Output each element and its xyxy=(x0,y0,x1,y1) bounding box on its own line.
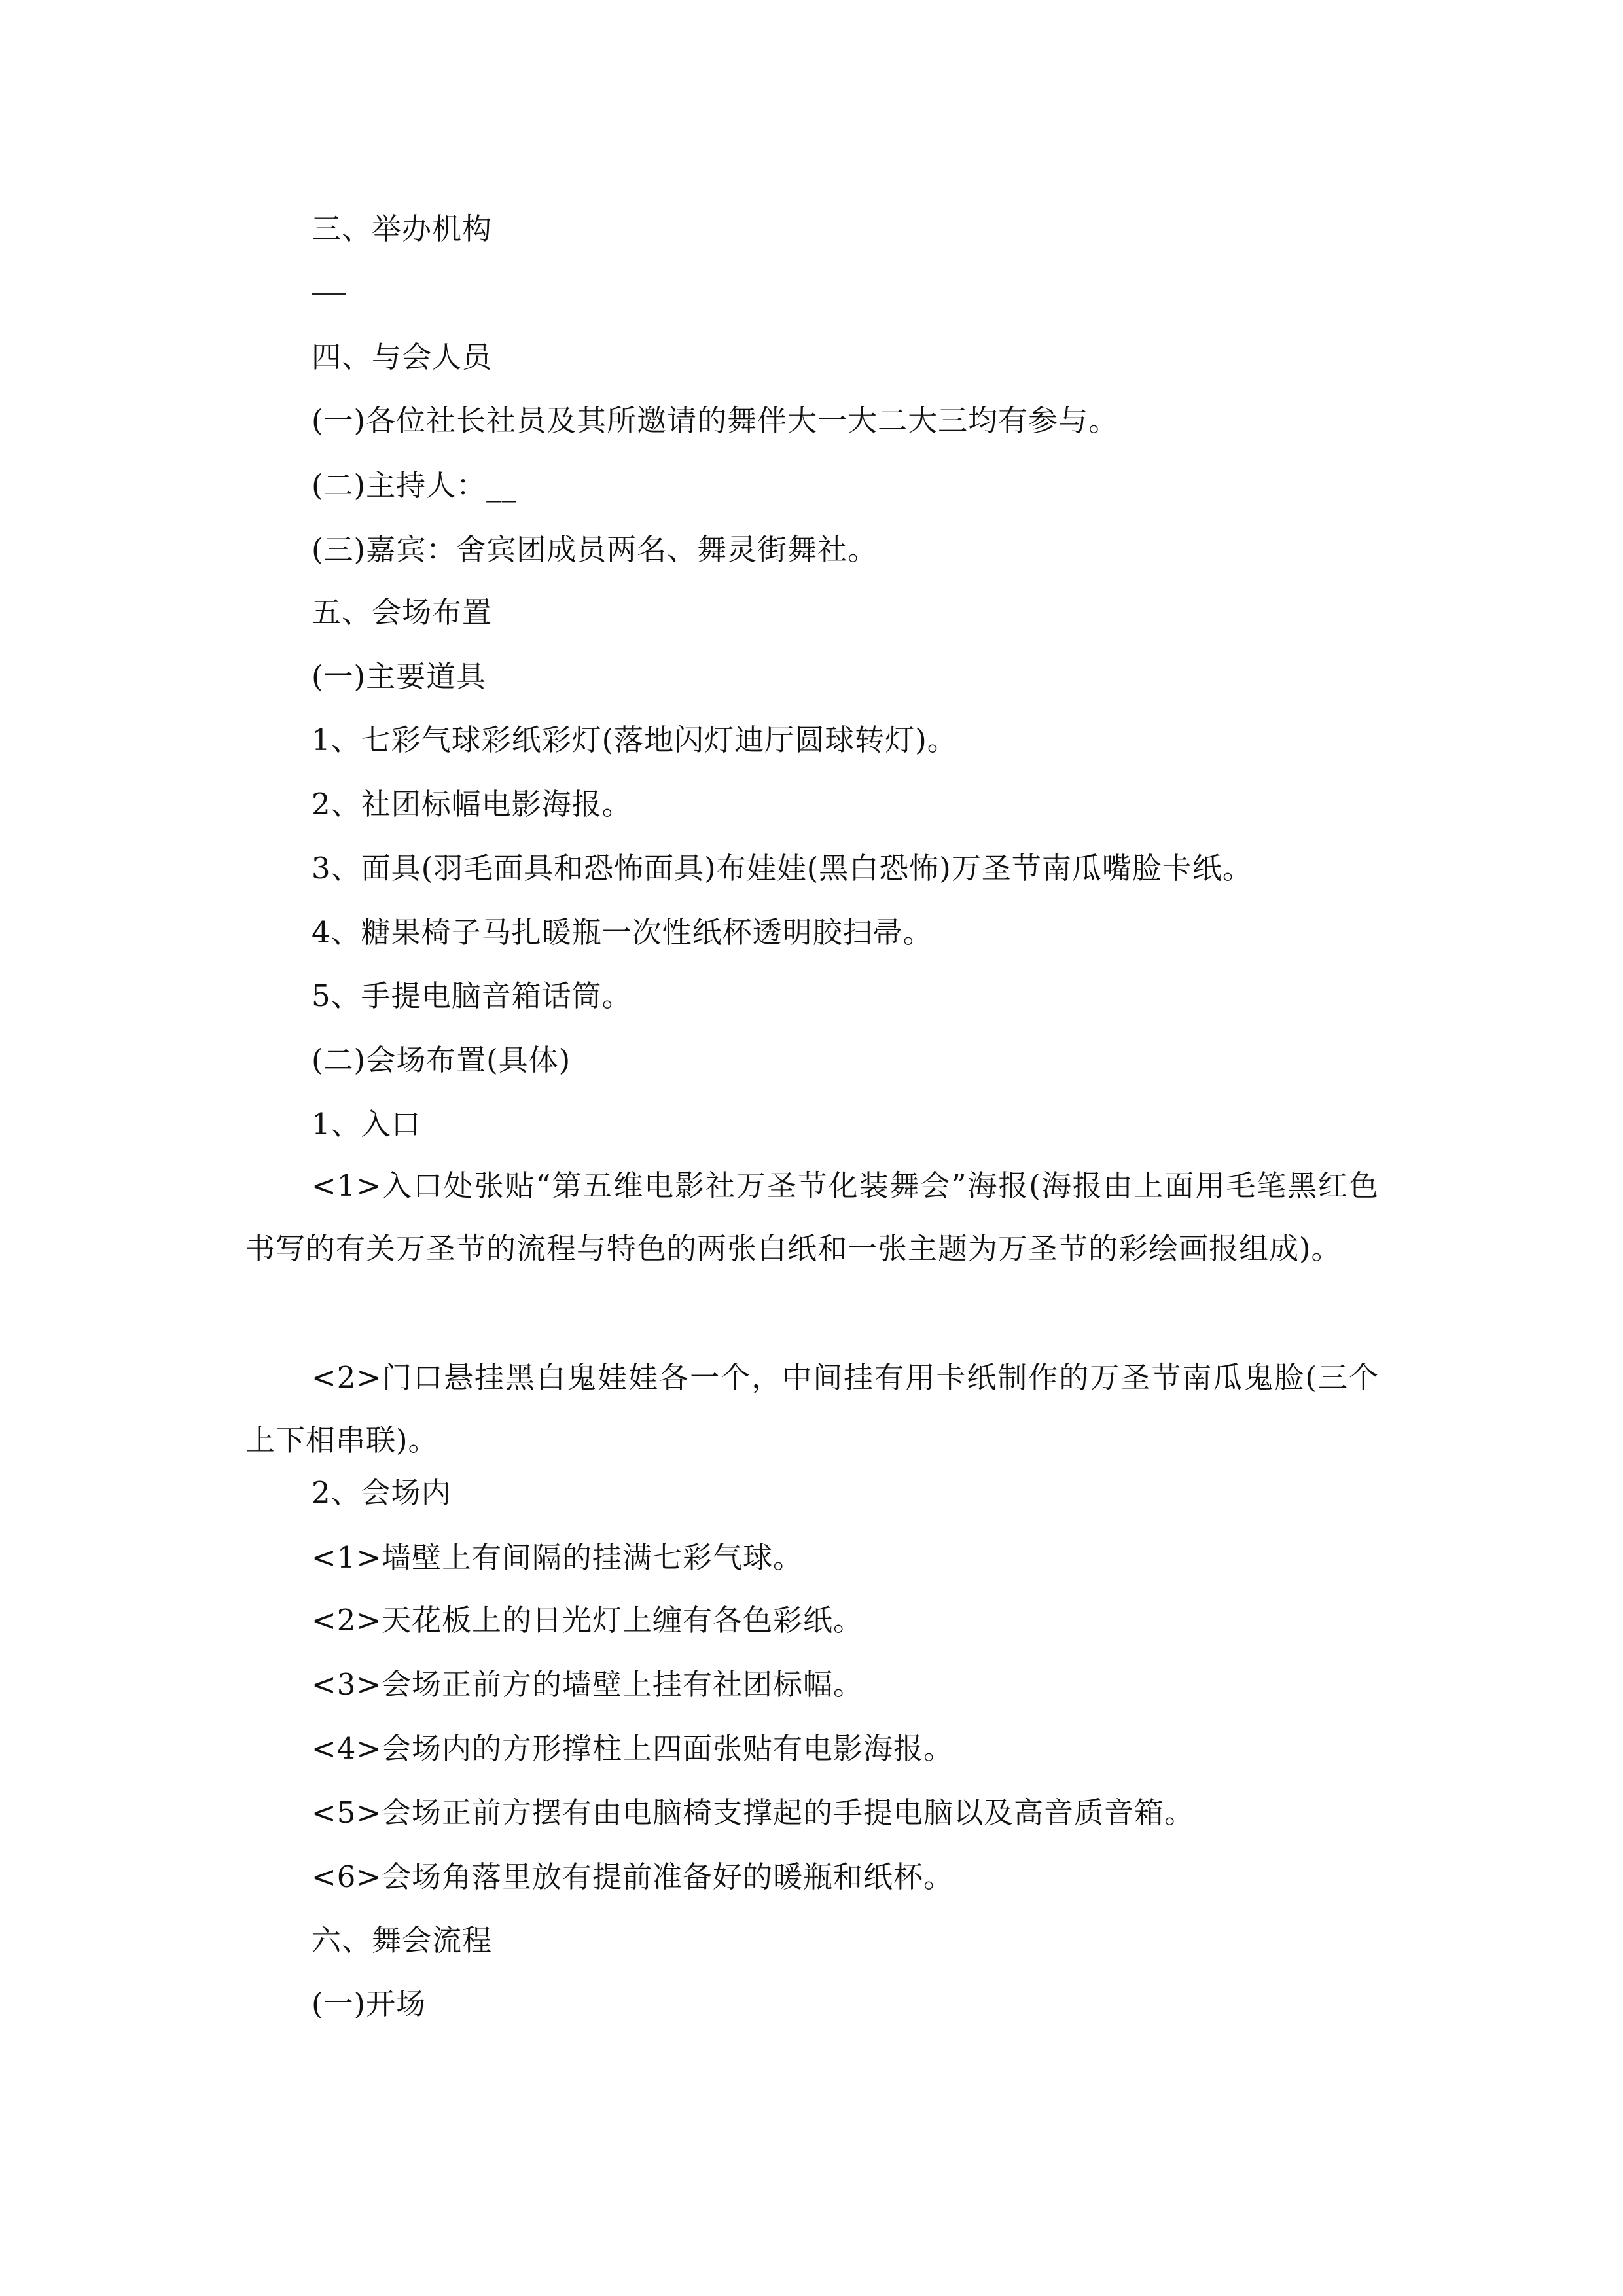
venue-inside-heading: 2、会场内 xyxy=(312,1475,452,1510)
entrance-item-1: <1>入口处张贴“第五维电影社万圣节化装舞会”海报(海报由上面用毛笔黑红色书写的有关万圣节的流程与特色的两张白纸和一张主题为万圣节的彩绘画报组成)。 xyxy=(245,1168,1379,1266)
inside-item-2: <2>天花板上的日光灯上缠有各色彩纸。 xyxy=(312,1603,864,1638)
section-heading-attendees: 四、与会人员 xyxy=(312,340,493,374)
attendees-item-1: (一)各位社长社员及其所邀请的舞伴大一大二大三均有参与。 xyxy=(312,403,1119,438)
inside-item-1: <1>墙壁上有间隔的挂满七彩气球。 xyxy=(312,1540,804,1575)
inside-item-5: <5>会场正前方摆有由电脑椅支撑起的手提电脑以及高音质音箱。 xyxy=(312,1795,1195,1830)
props-item-2: 2、社团标幅电影海报。 xyxy=(312,787,632,821)
props-item-3: 3、面具(羽毛面具和恐怖面具)布娃娃(黑白恐怖)万圣节南瓜嘴脸卡纸。 xyxy=(312,851,1253,886)
blank-placeholder-line xyxy=(312,293,346,295)
inside-item-3: <3>会场正前方的墙壁上挂有社团标幅。 xyxy=(312,1667,864,1702)
props-item-5: 5、手提电脑音箱话筒。 xyxy=(312,978,632,1013)
venue-entrance-heading: 1、入口 xyxy=(312,1107,421,1141)
props-item-4: 4、糖果椅子马扎暖瓶一次性纸杯透明胶扫帚。 xyxy=(312,915,933,950)
section-heading-organizer: 三、举办机构 xyxy=(312,211,493,246)
attendees-item-guests: (三)嘉宾：舍宾团成员两名、舞灵街舞社。 xyxy=(312,532,878,567)
section-heading-venue: 五、会场布置 xyxy=(312,595,493,630)
subheading-venue-details: (二)会场布置(具体) xyxy=(312,1043,571,1077)
entrance-item-2: <2>门口悬挂黑白鬼娃娃各一个，中间挂有用卡纸制作的万圣节南瓜鬼脸(三个上下相串联)。 xyxy=(245,1360,1379,1458)
subheading-main-props: (一)主要道具 xyxy=(312,659,487,694)
props-item-1: 1、七彩气球彩纸彩灯(落地闪灯迪厅圆球转灯)。 xyxy=(312,723,957,757)
inside-item-4: <4>会场内的方形撑柱上四面张贴有电影海报。 xyxy=(312,1731,954,1766)
attendees-item-host: (二)主持人：__ xyxy=(312,468,518,503)
section-heading-flow: 六、舞会流程 xyxy=(312,1923,493,1958)
flow-item-opening: (一)开场 xyxy=(312,1986,427,2021)
inside-item-6: <6>会场角落里放有提前准备好的暖瓶和纸杯。 xyxy=(312,1859,954,1894)
